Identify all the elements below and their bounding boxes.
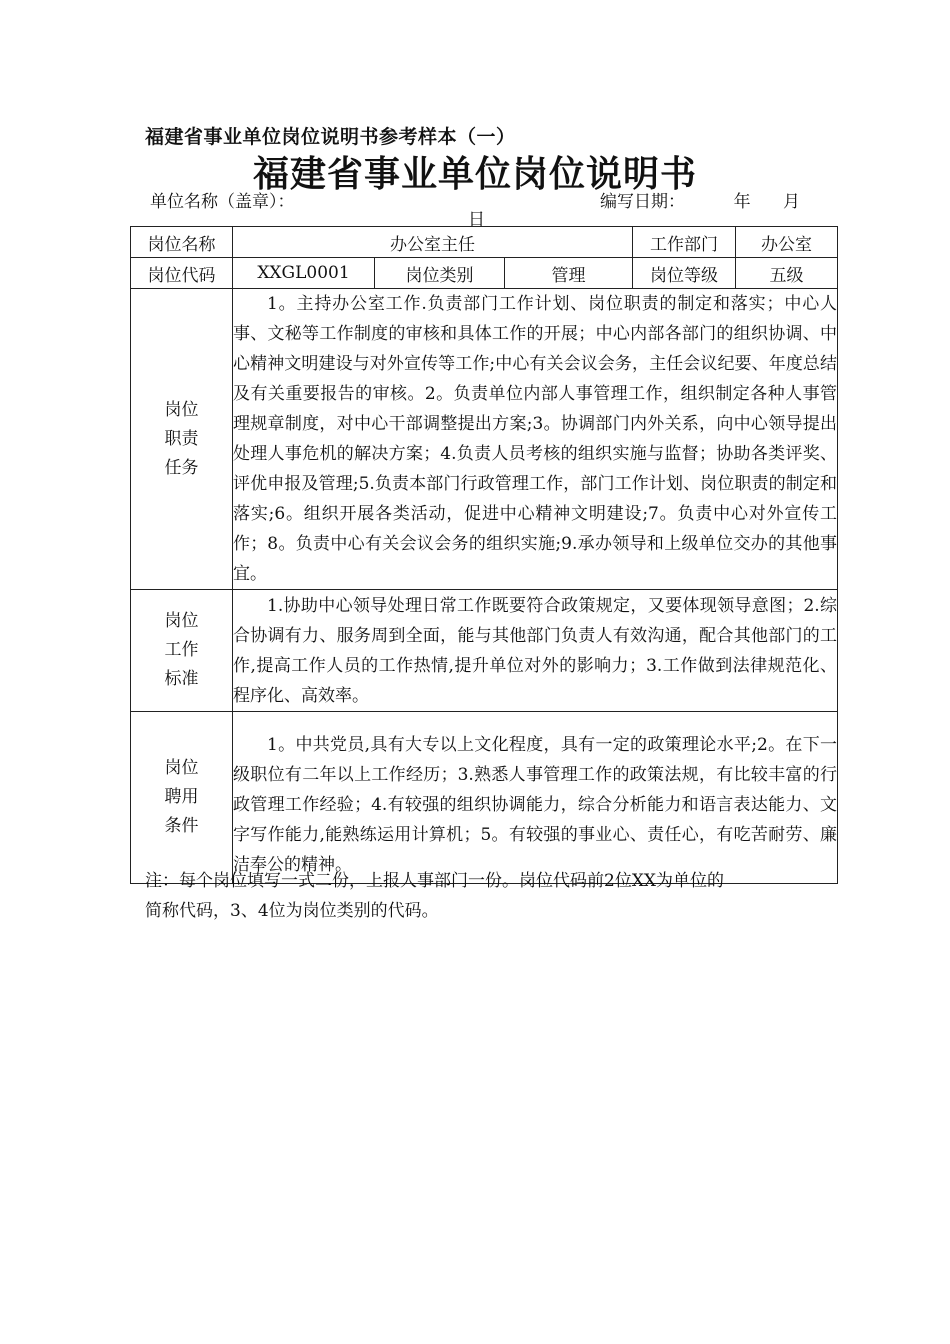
job-description-table xyxy=(130,226,838,884)
requirements-content: 1。中共党员,具有大专以上文化程度，具有一定的政策理论水平;2。在下一级职位有二年以上工作经历；3.熟悉人事管理工作的政策法规，有比较丰富的行政管理工作经验；4.有较强的组织协调能力，综合分析能力和语言表达能力、文字写作能力,能熟练运用计算机；5。有较强的事业心、责任心，有吃苦耐劳、廉洁奉公的精神。 xyxy=(233,712,838,884)
position-code-label: 岗位代码 xyxy=(131,258,233,289)
section-duties xyxy=(131,289,838,590)
footer-note xyxy=(145,866,724,926)
requirements-label: 岗位 聘用 条件 xyxy=(131,712,233,884)
standards-label: 岗位 工作 标准 xyxy=(131,590,233,712)
position-category-label: 岗位类别 xyxy=(375,258,505,289)
document-subtitle: 福建省事业单位岗位说明书参考样本（一） xyxy=(145,126,516,148)
write-date-label: 编写日期： 年 月 xyxy=(600,192,801,212)
footer-note-line1: 注：每个岗位填写一式二份，上报人事部门一份。岗位代码前2位XX为单位的 xyxy=(145,871,725,891)
duties-content: 1。主持办公室工作.负责部门工作计划、岗位职责的制定和落实；中心人事、文秘等工作制度的审核和具体工作的开展；中心内部各部门的组织协调、中心精神文明建设与对外宣传等工作;中心有关会议会务，主任会议纪要、年度总结及有关重要报告的审核。2。负责单位内部人事管理工作，组织制定各种人事管理规章制度，对中心干部调整提出方案;3。协调部门内外关系，向中心领导提出处理人事危机的解决方案；4.负责人员考核的组织实施与监督；协助各类评奖、评优申报及管理;5.负责本部门行政管理工作，部门工作计划、岗位职责的制定和落实;6。组织开展各类活动，促进中心精神文明建设;7。负责中心对外宣传工作；8。负责中心有关会议会务的组织实施;9.承办领导和上级单位交办的其他事宜。 xyxy=(233,289,838,590)
position-name-label: 岗位名称 xyxy=(131,227,233,258)
table-row xyxy=(131,258,838,289)
duties-label: 岗位 职责 任务 xyxy=(131,289,233,590)
position-grade-value: 五级 xyxy=(736,258,838,289)
position-code-value: XXGL0001 xyxy=(233,258,375,289)
unit-name-label: 单位名称（盖章）： xyxy=(150,192,295,212)
table-row xyxy=(131,227,838,258)
standards-content: 1.协助中心领导处理日常工作既要符合政策规定，又要体现领导意图；2.综合协调有力、服务周到全面，能与其他部门负责人有效沟通，配合其他部门的工作,提高工作人员的工作热情,提升单位对外的影响力；3.工作做到法律规范化、程序化、高效率。 xyxy=(233,590,838,712)
document-title: 福建省事业单位岗位说明书 xyxy=(252,153,697,195)
footer-note-line2: 简称代码，3、4位为岗位类别的代码。 xyxy=(145,901,439,921)
position-category-value: 管理 xyxy=(505,258,633,289)
position-name-value: 办公室主任 xyxy=(233,227,633,258)
section-standards xyxy=(131,590,838,712)
position-grade-label: 岗位等级 xyxy=(633,258,736,289)
department-value: 办公室 xyxy=(736,227,838,258)
write-date-day: 日 xyxy=(468,210,485,230)
department-label: 工作部门 xyxy=(633,227,736,258)
section-requirements xyxy=(131,712,838,884)
